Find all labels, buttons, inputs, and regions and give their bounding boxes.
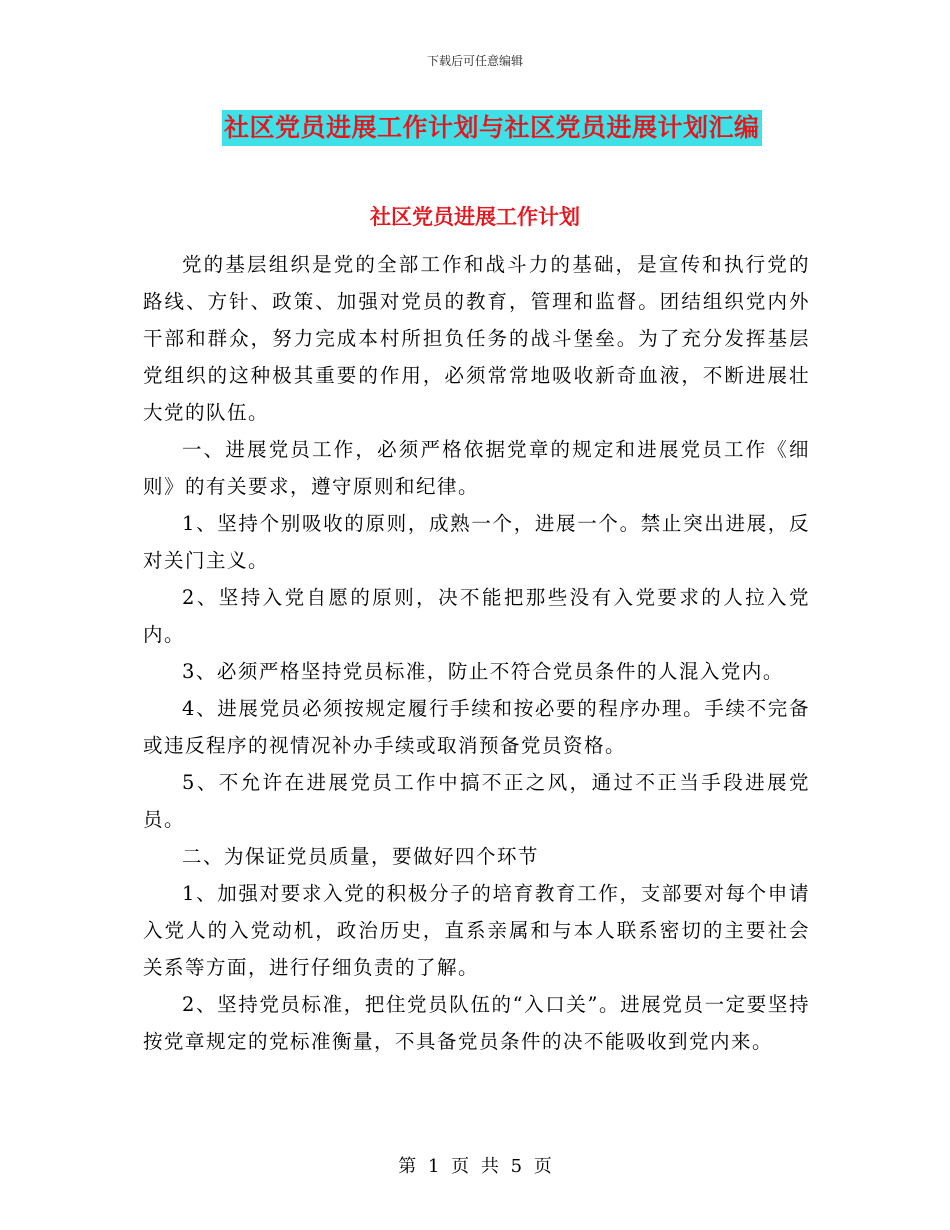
body-paragraph: 党的基层组织是党的全部工作和战斗力的基础，是宣传和执行党的路线、方针、政策、加强对党员的教育，管理和监督。团结组织党内外干部和群众，努力完成本村所担负任务的战斗堡垒。为了充分发挥基层党组织的这种极其重要的作用，必须常常地吸收新奇血液，不断进展壮大党的队伍。 bbox=[143, 253, 810, 424]
section-title: 社区党员进展工作计划 bbox=[370, 204, 580, 229]
body-paragraph: 二、为保证党员质量，要做好四个环节 bbox=[182, 845, 540, 868]
body-paragraph: 5、不允许在进展党员工作中搞不正之风，通过不正当手段进展党员。 bbox=[143, 771, 810, 831]
document-title: 社区党员进展工作计划与社区党员进展计划汇编 bbox=[222, 110, 762, 146]
body-paragraph: 3、必须严格坚持党员标准，防止不符合党员条件的人混入党内。 bbox=[182, 660, 784, 683]
header-note: 下载后可任意编辑 bbox=[426, 54, 523, 68]
body-paragraph: 2、坚持入党自愿的原则，决不能把那些没有入党要求的人拉入党内。 bbox=[143, 586, 810, 646]
body-paragraph: 4、进展党员必须按规定履行手续和按必要的程序办理。手续不完备或违反程序的视情况补办手续或取消预备党员资格。 bbox=[143, 697, 810, 757]
body-paragraph: 1、加强对要求入党的积极分子的培育教育工作，支部要对每个申请入党人的入党动机，政治历史，直系亲属和与本人联系密切的主要社会关系等方面，进行仔细负责的了解。 bbox=[143, 882, 810, 979]
page-footer: 第 1 页 共 5 页 bbox=[398, 1156, 552, 1177]
body-paragraph: 一、进展党员工作，必须严格依据党章的规定和进展党员工作《细则》的有关要求，遵守原则和纪律。 bbox=[143, 438, 810, 498]
document-body bbox=[143, 246, 810, 1060]
body-paragraph: 2、坚持党员标准，把住党员队伍的“入口关”。进展党员一定要坚持按党章规定的党标准衡量，不具备党员条件的决不能吸收到党内来。 bbox=[143, 993, 810, 1053]
body-paragraph: 1、坚持个别吸收的原则，成熟一个，进展一个。禁止突出进展，反对关门主义。 bbox=[143, 512, 810, 572]
